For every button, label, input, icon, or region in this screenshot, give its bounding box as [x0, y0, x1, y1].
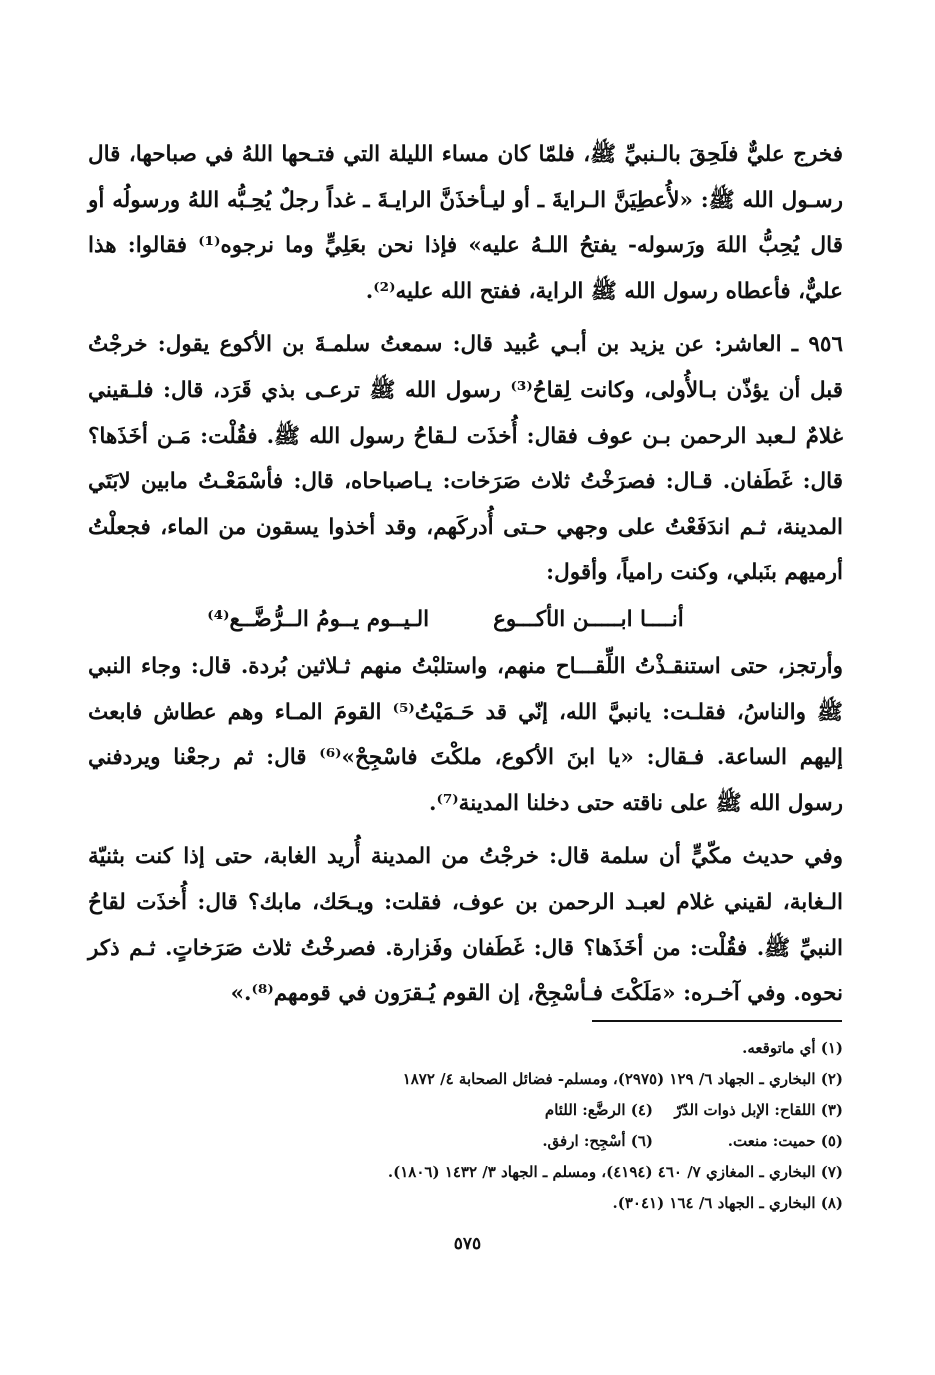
verse-second-hemistich: الـيــوم يــومُ الــرُّضَّــع⁽⁴⁾	[207, 606, 430, 632]
paragraph-3: وأرتجز، حتى استنقـذْتُ اللِّقـــاح منهم، واستلبْتُ منهم ثـلاثين بُردة. قال: وجاء النبي ﷺ والناسُ، فقلـت: يانبيَّ الله، إنّي قد حَـمَيْتُ⁽⁵⁾ القومَ المـاء وهم عطاش فابعث إليهم الساعة. فـقال: «يا ابنَ الأكوع، ملكْتَ فاسْجِحْ»⁽⁶⁾ قال: ثم رجعْنا ويردفني رسول الله ﷺ على ناقته حتى دخلنا المدينة⁽⁷⁾.	[88, 653, 843, 816]
footnote-divider	[592, 1020, 842, 1022]
page-number: ٥٧٥	[453, 1234, 482, 1254]
footnote-3: (٣) اللقاح: الإبل ذوات الدّرّ	[674, 1101, 843, 1119]
footnote-8: (٨) البخاري ـ الجهاد ٦/ ١٦٤ (٣٠٤١).	[612, 1194, 843, 1212]
footnote-row-5-6	[88, 1126, 843, 1157]
paragraph-4: وفي حديث مكّيٍّ أن سلمة قال: خرجْتُ من المدينة أُريد الغابة، حتى إذا كنت بثنيّة الـغابة، لقيني غلام لعبـد الرحمن بن عوف، فقلت: ويـحَك، مابك؟ قال: أُخذَت لقاحُ النبيِّ ﷺ. فقُلْت: من أخَذَها؟ قال: غَطَفان وفَزارة. فصرخْتُ ثلاث صَرَخاتٍ. ثـم ذكر نحوه. وفي آخـره: «مَلَكْتَ فـأسْجِحْ، إن القوم يُـقرَون في قومهم⁽⁸⁾.»	[88, 844, 843, 1007]
main-text	[88, 132, 843, 1017]
paragraph-1: فخرج عليٌّ فلَحِقَ بالـنبيِّ ﷺ، فلمّا كان مساء الليلة التي فتـحها اللهُ في صباحها، قال رسـول الله ﷺ: «لأُعطِيَنَّ الـرايةَ ـ أو ليـأخذَنَّ الرايـةَ ـ غداً رجلٌ يُحِـبُّه اللهُ ورسولُه أو قال يُحِبُّ اللهَ ورَسوله- يفتحُ اللـهُ عليه» فإذا نحن بعَلِيٍّ وما نرجوه⁽¹⁾ فقالوا: هذا عليٌّ، فأعطاه رسول الله ﷺ الراية، ففتح الله عليه⁽²⁾.	[88, 142, 843, 304]
footnote-1: (١) أي ماتوقعه.	[742, 1039, 843, 1057]
paragraph-2-hadith-956: ٩٥٦ ـ العاشر: عن يزيد بن أبـي عُبيد قال: سمعتُ سلمـةَ بن الأكوع يقول: خرجْتُ قبل أن يؤذّن بـالأُولى، وكانت لِقاحُ⁽³⁾ رسول الله ﷺ ترعـى بذي قَرَد، قال: فلـقيني غلامٌ لـعبد الرحمن بـن عوف فقال: أُخذَت لـقاحُ رسول الله ﷺ. فقُلْت: مَـن أخَذَها؟ قال: غَطَفان. قـال: فصرَخْتُ ثلاث صَرَخات: يـاصباحاه، قال: فأسْمَعْـتُ مابين لابَتَي المدينة، ثـم اندَفَعْتُ على وجهي حـتى أُدركَهم، وقد أخذوا يسقون من الماء، فجعلْتُ أرميهم بنَبلي، وكنت رامياً، وأقول:	[88, 332, 843, 586]
footnote-4: (٤) الرضَّع: اللئام	[544, 1101, 653, 1119]
footnote-6: (٦) أسْجِح: ارفق.	[542, 1132, 653, 1150]
footnote-row-3-4	[88, 1095, 843, 1126]
footnote-7: (٧) البخاري ـ المغازي ٧/ ٤٦٠ (٤١٩٤)، ومسلم ـ الجهاد ٣/ ١٤٣٢ (١٨٠٦).	[387, 1163, 843, 1181]
footnote-5: (٥) حميت: منعت.	[727, 1132, 843, 1150]
footnote-2: (٢) البخاري ـ الجهاد ٦/ ١٢٩ (٢٩٧٥)، ومسلم- فضائل الصحابة ٤/ ١٨٧٢	[402, 1070, 843, 1088]
footnotes	[88, 1033, 843, 1219]
poetry-verse	[88, 596, 843, 644]
verse-first-hemistich: أنــــا ابـــــن الأكـــوع	[493, 606, 684, 632]
